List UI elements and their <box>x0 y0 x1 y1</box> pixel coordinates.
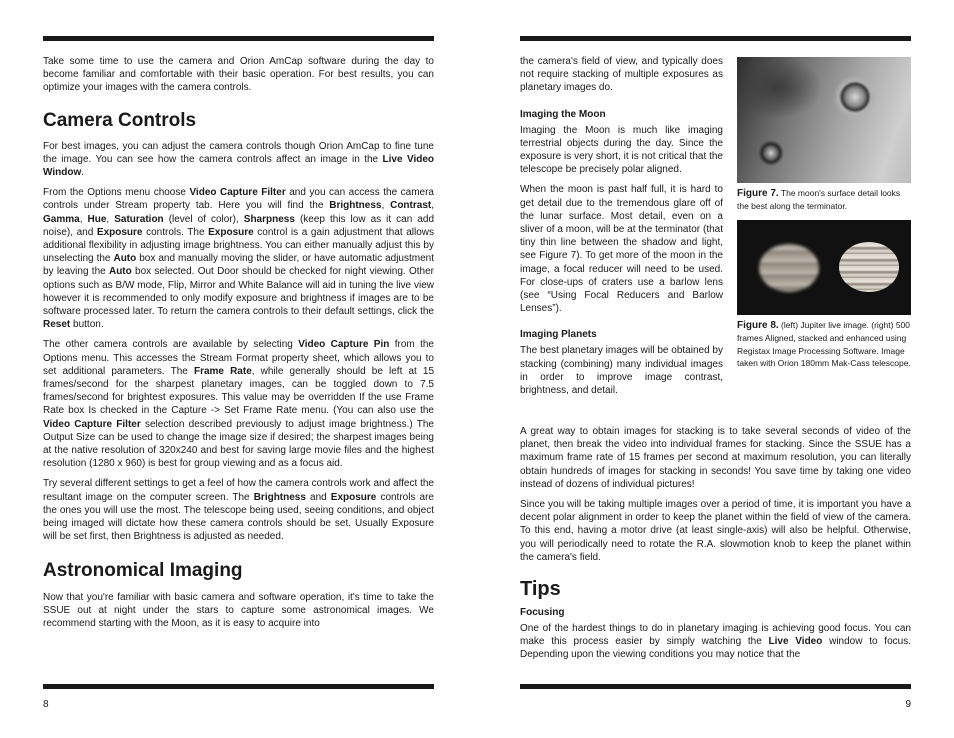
tips-heading: Tips <box>520 578 561 601</box>
figure-7 <box>737 57 911 213</box>
moon-surface-image <box>737 57 911 183</box>
imaging-moon-p1: Imaging the Moon is much like imaging terrestrial objects during the day. Since the exposure is very short, it is not critical that the telescope be precisely polar aligned. <box>520 124 723 176</box>
jupiter-images <box>737 220 911 315</box>
top-rule <box>43 36 434 41</box>
jupiter-stacked-image <box>839 242 899 292</box>
astronomical-imaging-p1: Now that you're familiar with basic camera and software operation, it's time to take the SSUE out at night under the stars to capture some astronomical images. We recommend starting with the Moon, as it is easy to acquire into <box>43 591 434 629</box>
right-narrow-column <box>520 55 723 404</box>
jupiter-live-image <box>759 244 819 292</box>
focusing-p1: One of the hardest things to do in planetary imaging is achieving good focus. You can make this process easier by simply watching the Live Video window to focus. Depending upon the viewing conditions you may notice that the <box>520 623 911 661</box>
focusing-heading: Focusing <box>520 607 565 619</box>
camera-controls-heading: Camera Controls <box>43 109 197 131</box>
imaging-planets-heading: Imaging Planets <box>520 329 597 341</box>
camera-controls-p1: For best images, you can adjust the camera controls though Orion AmCap to fine tune the image. You can see how the camera controls affect an image in the Live Video Window. <box>43 140 434 179</box>
imaging-moon-heading: Imaging the Moon <box>520 108 606 120</box>
right-wide-column <box>520 425 911 669</box>
page-right <box>520 0 911 738</box>
imaging-moon-p2: When the moon is past half full, it is hard to get detail due to the tremendous glare off of the lunar surface. Most detail, even on a sliver of a moon, will be at the terminator (that tiny thin line between the shadow and light, see Figure 7). To get more of the moon in the image, a focal reducer will need to be used. For close-ups of craters use a barlow lens (see “Using Focal Reducers and Barlow Lenses”). <box>520 184 723 315</box>
bottom-rule <box>520 684 911 689</box>
camera-controls-p2: From the Options menu choose Video Capture Filter and you can access the camera controls under Stream property tab. Here you will find the Brightness, Contrast, Gamma, Hue, Saturation (level of color), Sharpness (keep this low as it can add noise), and Exposure controls. The Exposure control is a gain adjustment that allows additional flexibility in adjusting image brightness. You can either manually adjust this by unselecting the Auto box and manually moving the slider, or have automatic adjustment by leaving the Auto box selected. Out Door should be checked for night viewing. Other options such as B/W mode, Flip, Mirror and White Balance will aid in tuning the live view however it is recommended to only modify exposure and brightness if images are to be software processed later. To return the camera controls to their default settings, click the Reset button. <box>43 187 435 331</box>
imaging-planets-p1: The best planetary images will be obtained by stacking (combining) many individual images in order to improve image contrast, brightness, and detail. <box>520 345 723 397</box>
figure-8-caption: Figure 8. (left) Jupiter live image. (right) 500 frames Aligned, stacked and enhanced using Registax Image Processing Software. Image taken with Orion 180mm Mak-Cass telescope. <box>737 320 911 369</box>
bottom-rule <box>43 684 434 689</box>
page-left <box>43 0 434 738</box>
figure-8 <box>737 220 911 370</box>
astronomical-imaging-heading: Astronomical Imaging <box>43 559 243 581</box>
left-column <box>43 55 434 637</box>
page-number-right: 9 <box>905 699 911 710</box>
imaging-planets-p2: A great way to obtain images for stacking is to take several seconds of video of the planet, then break the video into individual frames for stacking. Since the SSUE has a maximum frame rate of 15 frames per second at maximum resolution, you can literally obtain hundreds of images for stacking in seconds! You save time by taking one video instead of dozens of individual pictures! <box>520 426 911 490</box>
camera-controls-p3: The other camera controls are available by selecting Video Capture Pin from the Options menu. This accesses the Stream Format property sheet, which allows you to set additional parameters. The Frame Rate, while generally should be left at 15 frames/second for the sharpest planetary images, can be toggled down to 7.5 frames/second for brightest exposures. This value may be overridden If the use Frame Rate box Is checked in the Capture -> Set Frame Rate menu. (You can also use the Video Capture Filter selection described previously to adjust image brightness.) The Output Size can be used to change the image size if desired; the sharpest images being at the native resolution of 320x240 and best for saving large movie files and the highest resolution (1280 x 960) is best for group viewing and as a focus aid. <box>43 339 435 470</box>
imaging-planets-p3: Since you will be taking multiple images over a period of time, it is important you have a decent polar alignment in order to keep the planet within the field of view of the camera. To this end, having a motor drive (at least single-axis) will also be helpful. Otherwise, you will periodically need to rotate the R.A. slowmotion knob to keep the planet within the camera's field. <box>520 499 911 563</box>
fov-paragraph: the camera's field of view, and typically does not require stacking of multiple exposures as planetary images do. <box>520 56 723 94</box>
intro-paragraph: Take some time to use the camera and Orion AmCap software during the day to become familiar and comfortable with their basic operation. For best results, you can optimize your images with the camera controls. <box>43 56 434 94</box>
camera-controls-p4: Try several different settings to get a feel of how the camera controls work and affect the resultant image on the computer screen. The Brightness and Exposure controls are the ones you will use the most. The telescope being used, seeing conditions, and object being imaged will dictate how these camera controls should be set. Usually Exposure will be set first, then Brightness is adjusted as needed. <box>43 478 434 543</box>
figure-7-caption: Figure 7. The moon's surface detail looks the best along the terminator. <box>737 188 901 212</box>
top-rule <box>520 36 911 41</box>
page-number-left: 8 <box>43 699 49 710</box>
